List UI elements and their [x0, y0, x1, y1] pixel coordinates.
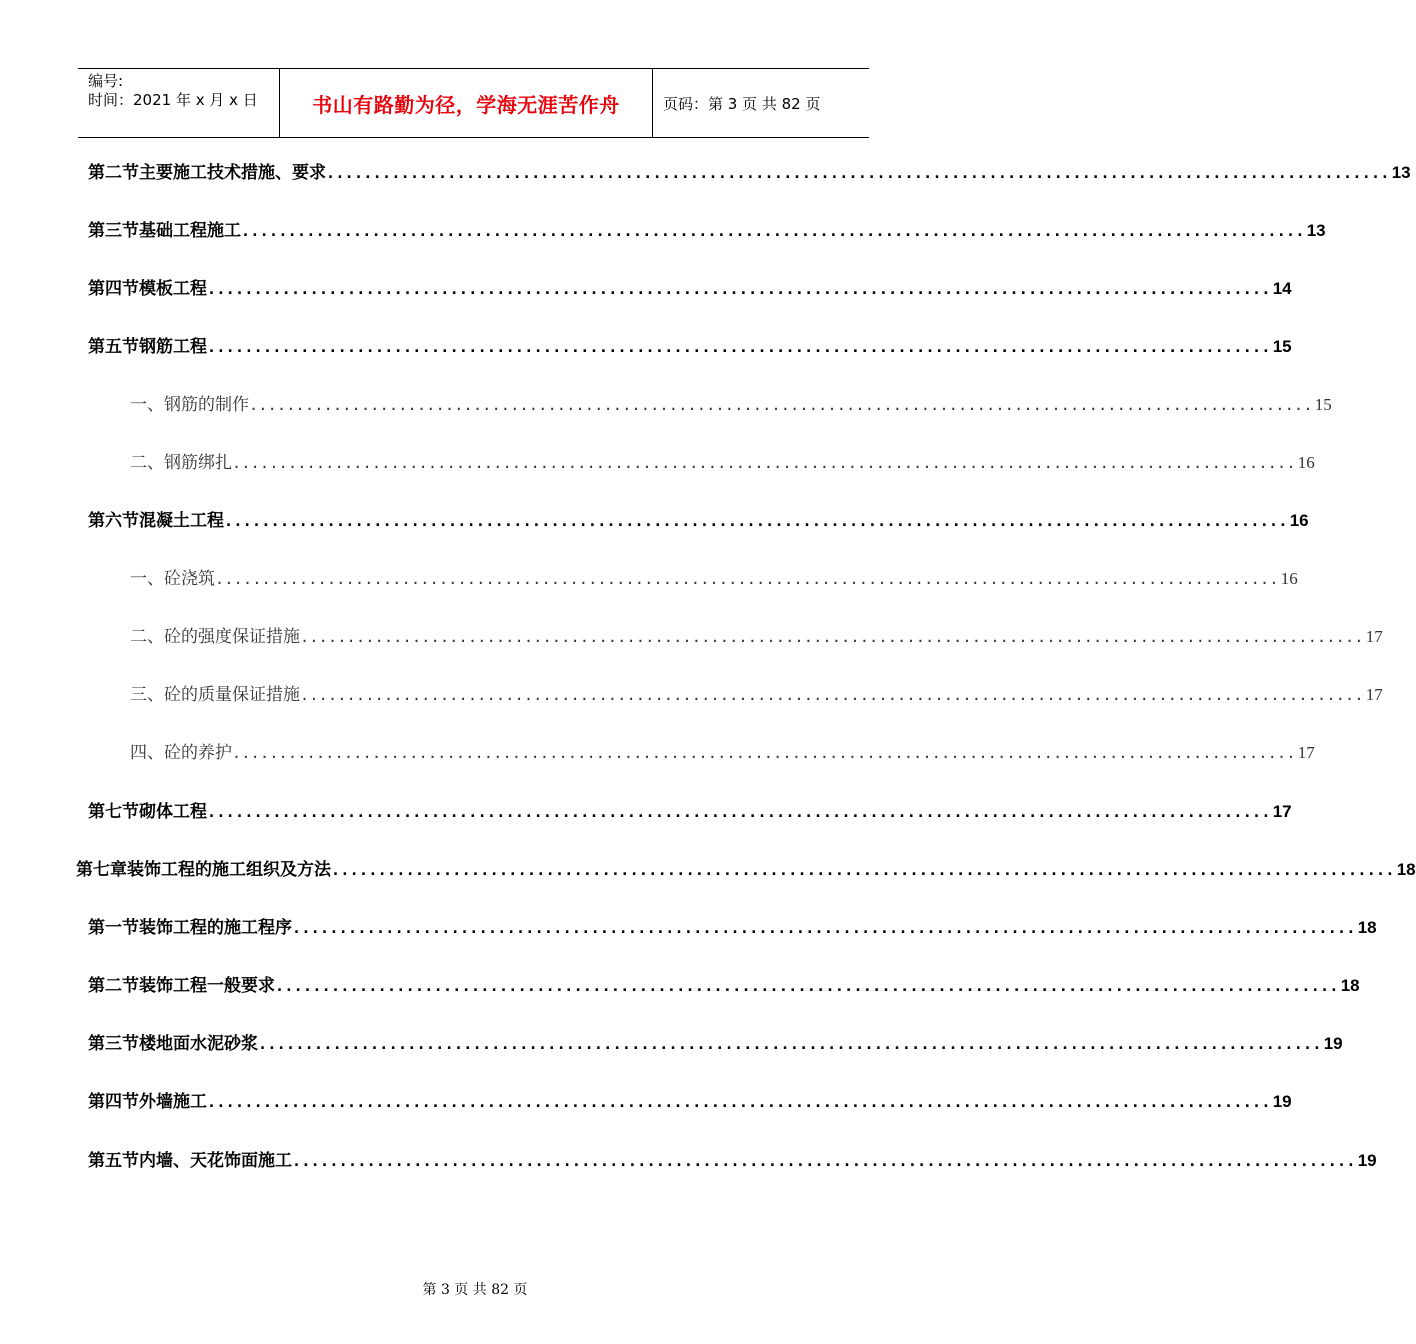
toc-entry-title: 装饰工程的施工程序 [139, 918, 292, 938]
toc-entry[interactable] [88, 1032, 1343, 1056]
toc-entry-page: 14 [1272, 279, 1292, 298]
toc-entry-page: 17 [1297, 743, 1315, 762]
toc-entry[interactable] [88, 219, 1326, 243]
toc-entry-page: 13 [1391, 163, 1411, 182]
toc-leader-dots: .................................................................................................................. [232, 454, 1296, 472]
toc-entry-title: 钢筋绑扎 [164, 453, 232, 473]
toc-entry-page: 17 [1365, 627, 1383, 646]
document-number-label: 编号: [88, 72, 124, 90]
toc-entry-number: 二、 [130, 627, 164, 647]
toc-entry-number: 一、 [130, 395, 164, 415]
toc-entry-title: 楼地面水泥砂浆 [139, 1034, 258, 1054]
toc-entry[interactable] [88, 509, 1309, 533]
toc-entry-page: 16 [1297, 453, 1315, 472]
toc-chapter-entry[interactable] [76, 858, 1416, 882]
toc-leader-dots: .................................................................................................................. [292, 1152, 1356, 1170]
toc-leader-dots: .................................................................................................................. [331, 861, 1395, 879]
toc-entry[interactable] [88, 800, 1292, 824]
toc-entry-page: 15 [1272, 337, 1292, 356]
toc-entry-number: 第二节 [88, 163, 139, 183]
toc-leader-dots: .................................................................................................................. [224, 512, 1288, 530]
toc-entry[interactable] [88, 161, 1411, 185]
toc-entry-title: 装饰工程一般要求 [139, 976, 275, 996]
toc-entry[interactable] [130, 393, 1332, 417]
toc-entry-title: 内墙、天花饰面施工 [139, 1151, 292, 1171]
toc-entry-page: 17 [1272, 802, 1292, 821]
toc-entry-number: 第七章 [76, 860, 127, 880]
toc-entry[interactable] [130, 625, 1383, 649]
toc-entry[interactable] [88, 974, 1360, 998]
header-meta [78, 69, 280, 137]
toc-entry-number: 第五节 [88, 337, 139, 357]
toc-entry[interactable] [88, 1149, 1377, 1173]
toc-entry-title: 砼的质量保证措施 [164, 685, 300, 705]
page-header [78, 68, 869, 138]
toc-leader-dots: .................................................................................................................. [258, 1035, 1322, 1053]
toc-entry-title: 模板工程 [139, 279, 207, 299]
toc-leader-dots: .................................................................................................................. [249, 396, 1313, 414]
toc-entry[interactable] [130, 741, 1315, 765]
toc-entry[interactable] [88, 335, 1292, 359]
toc-entry[interactable] [88, 1090, 1292, 1114]
toc-entry-page: 16 [1289, 511, 1309, 530]
toc-entry-title: 钢筋的制作 [164, 395, 249, 415]
toc-entry[interactable] [130, 451, 1315, 475]
header-page-info: 页码：第 3 页 共 82 页 [663, 94, 821, 113]
toc-entry-number: 第六节 [88, 511, 139, 531]
toc-entry-title: 砌体工程 [139, 802, 207, 822]
toc-entry-page: 16 [1280, 569, 1298, 588]
toc-leader-dots: .................................................................................................................. [207, 280, 1271, 298]
toc-entry-title: 外墙施工 [139, 1092, 207, 1112]
toc-entry-title: 砼的强度保证措施 [164, 627, 300, 647]
toc-entry-number: 第二节 [88, 976, 139, 996]
toc-entry-number: 第三节 [88, 221, 139, 241]
toc-entry-page: 19 [1357, 1151, 1377, 1170]
toc-entry-number: 四、 [130, 743, 164, 763]
toc-entry-title: 装饰工程的施工组织及方法 [127, 860, 331, 880]
toc-entry-number: 一、 [130, 569, 164, 589]
toc-entry-number: 第三节 [88, 1034, 139, 1054]
toc-entry-page: 18 [1357, 918, 1377, 937]
toc-leader-dots: .................................................................................................................. [275, 977, 1339, 995]
toc-entry-title: 基础工程施工 [139, 221, 241, 241]
toc-entry-number: 第七节 [88, 802, 139, 822]
page-footer: 第 3 页 共 82 页 [422, 1282, 528, 1298]
header-motto: 书山有路勤为径，学海无涯苦作舟 [280, 69, 653, 137]
toc-leader-dots: .................................................................................................................. [207, 338, 1271, 356]
toc-entry-number: 二、 [130, 453, 164, 473]
toc-entry[interactable] [88, 277, 1292, 301]
toc-leader-dots: .................................................................................................................. [207, 1093, 1271, 1111]
toc-entry-page: 15 [1314, 395, 1332, 414]
toc-entry-title: 主要施工技术措施、要求 [139, 163, 326, 183]
toc-entry-number: 第五节 [88, 1151, 139, 1171]
toc-leader-dots: .................................................................................................................. [300, 686, 1364, 704]
toc-entry-number: 第四节 [88, 1092, 139, 1112]
toc-entry-page: 19 [1323, 1034, 1343, 1053]
toc-entry-number: 第四节 [88, 279, 139, 299]
toc-entry-page: 17 [1365, 685, 1383, 704]
toc-entry[interactable] [130, 683, 1383, 707]
toc-leader-dots: .................................................................................................................. [300, 628, 1364, 646]
toc-entry[interactable] [130, 567, 1298, 591]
toc-leader-dots: .................................................................................................................. [292, 919, 1356, 937]
toc-leader-dots: .................................................................................................................. [215, 570, 1279, 588]
toc-leader-dots: .................................................................................................................. [232, 744, 1296, 762]
toc-entry-number: 第一节 [88, 918, 139, 938]
toc-leader-dots: .................................................................................................................. [241, 222, 1305, 240]
toc-entry-page: 18 [1396, 860, 1416, 879]
toc-entry-number: 三、 [130, 685, 164, 705]
toc-entry[interactable] [88, 916, 1377, 940]
toc-entry-title: 混凝土工程 [139, 511, 224, 531]
toc-entry-page: 13 [1306, 221, 1326, 240]
toc-leader-dots: .................................................................................................................. [326, 164, 1390, 182]
toc-leader-dots: .................................................................................................................. [207, 803, 1271, 821]
toc-entry-title: 砼的养护 [164, 743, 232, 763]
toc-entry-page: 18 [1340, 976, 1360, 995]
toc-entry-title: 砼浇筑 [164, 569, 215, 589]
toc-entry-title: 钢筋工程 [139, 337, 207, 357]
document-date: 时间：2021 年 x 月 x 日 [88, 91, 258, 109]
toc-entry-page: 19 [1272, 1092, 1292, 1111]
